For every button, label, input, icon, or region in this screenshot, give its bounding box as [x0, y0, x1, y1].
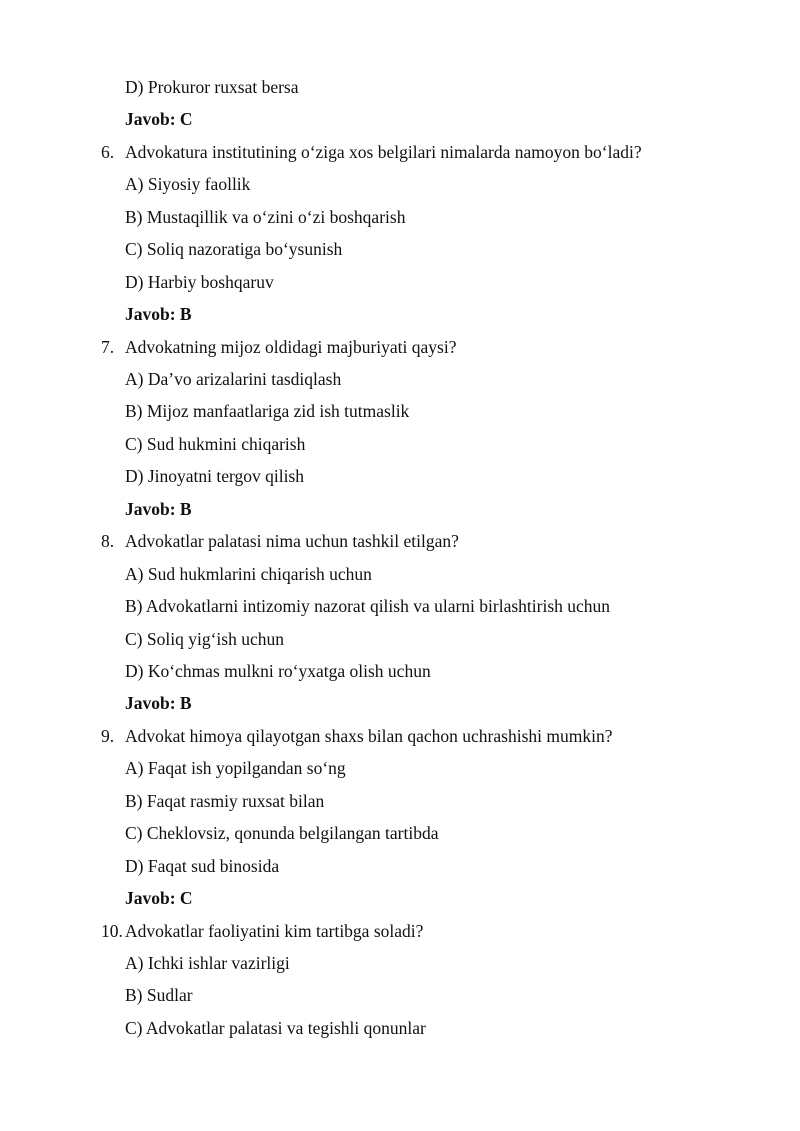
question-text: Advokatlar palatasi nima uchun tashkil etilgan? [125, 531, 459, 551]
option-a: A) Da’vo arizalarini tasdiqlash [125, 369, 342, 389]
question-text: Advokatning mijoz oldidagi majburiyati qaysi? [125, 337, 457, 357]
option-a: A) Sud hukmlarini chiqarish uchun [125, 564, 372, 584]
option-d: D) Ko‘chmas mulkni ro‘yxatga olish uchun [125, 661, 431, 681]
option-b: B) Faqat rasmiy ruxsat bilan [125, 791, 325, 811]
question-number: 8. [101, 531, 115, 551]
answer: Javob: C [125, 109, 193, 129]
question-text: Advokat himoya qilayotgan shaxs bilan qachon uchrashishi mumkin? [125, 726, 613, 746]
question-text: Advokatura institutining o‘ziga xos belgilari nimalarda namoyon bo‘ladi? [125, 142, 642, 162]
option-a: A) Siyosiy faollik [125, 174, 251, 194]
option-c: C) Advokatlar palatasi va tegishli qonunlar [125, 1018, 426, 1038]
question-number: 9. [101, 726, 115, 746]
question-number: 10. [101, 921, 123, 941]
answer: Javob: B [125, 304, 192, 324]
option-a: A) Faqat ish yopilgandan so‘ng [125, 758, 346, 778]
answer: Javob: B [125, 693, 192, 713]
answer: Javob: B [125, 499, 192, 519]
option-a: A) Ichki ishlar vazirligi [125, 953, 290, 973]
option-b: B) Advokatlarni intizomiy nazorat qilish va ularni birlashtirish uchun [125, 596, 611, 616]
option-c: C) Cheklovsiz, qonunda belgilangan tartibda [125, 823, 439, 843]
option-c: C) Soliq yig‘ish uchun [125, 629, 284, 649]
option-c: C) Soliq nazoratiga bo‘ysunish [125, 239, 343, 259]
option-b: B) Mustaqillik va o‘zini o‘zi boshqarish [125, 207, 406, 227]
option-b: B) Sudlar [125, 985, 193, 1005]
option-d: D) Harbiy boshqaruv [125, 272, 274, 292]
option-d: D) Jinoyatni tergov qilish [125, 466, 305, 486]
option-d: D) Prokuror ruxsat bersa [125, 77, 299, 97]
question-number: 7. [101, 337, 115, 357]
answer: Javob: C [125, 888, 193, 908]
option-c: C) Sud hukmini chiqarish [125, 434, 306, 454]
option-b: B) Mijoz manfaatlariga zid ish tutmaslik [125, 401, 410, 421]
option-d: D) Faqat sud binosida [125, 856, 280, 876]
question-text: Advokatlar faoliyatini kim tartibga soladi? [125, 921, 424, 941]
question-number: 6. [101, 142, 115, 162]
